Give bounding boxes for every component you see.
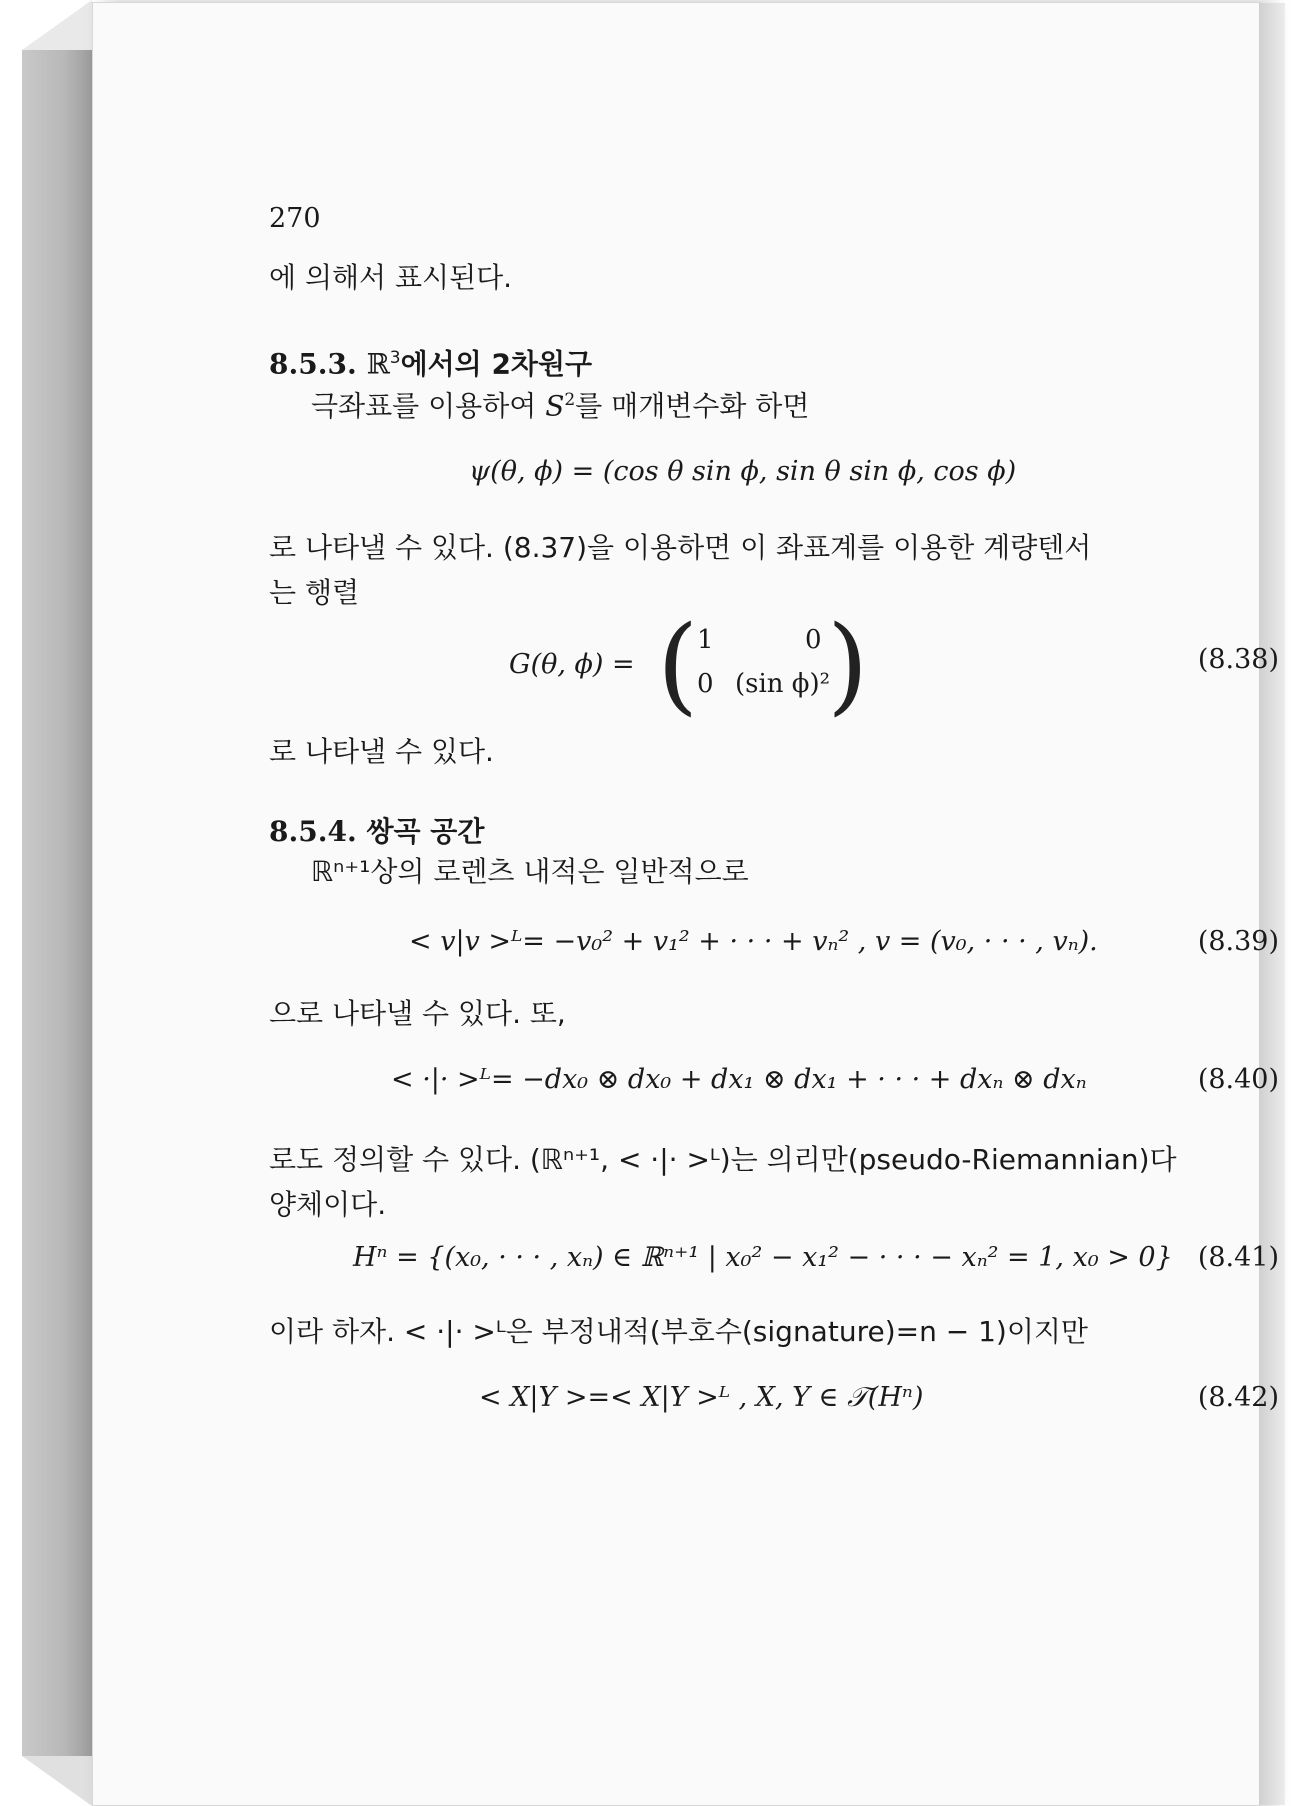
intro-text: 에 의해서 표시된다.: [269, 261, 513, 294]
paragraph-lorentz: ℝⁿ⁺¹상의 로렌츠 내적은 일반적으로: [311, 855, 749, 888]
paragraph-pseudo-riemann-line1: 로도 정의할 수 있다. (ℝⁿ⁺¹, < ·|· >ᴸ)는 의리만(pseudo-Riemannian)다: [269, 1143, 1177, 1176]
book-page: [92, 2, 1279, 1806]
page-spine-shade: [1259, 3, 1285, 1805]
equation-841: Hⁿ = {(x₀, · · · , xₙ) ∈ ℝⁿ⁺¹ | x₀² − x₁² − · · · − xₙ² = 1, x₀ > 0}: [353, 1242, 1173, 1273]
equation-number-840: (8.40): [1197, 1064, 1279, 1095]
heading-symbol-r: ℝ: [366, 347, 390, 381]
heading-text: 에서의 2차원구: [400, 347, 593, 381]
equation-psi: ψ(θ, ϕ) = (cos θ sin ϕ, sin θ sin ϕ, cos ϕ): [469, 456, 1017, 487]
equation-840: < ·|· >ᴸ= −dx₀ ⊗ dx₀ + dx₁ ⊗ dx₁ + · · · + dxₙ ⊗ dxₙ: [391, 1064, 1087, 1095]
paragraph-also: 으로 나타낼 수 있다. 또,: [269, 997, 566, 1030]
book-side-edge: [22, 0, 92, 1806]
matrix-cell-22: (sin ϕ)²: [735, 669, 831, 699]
equation-number-841: (8.41): [1197, 1242, 1279, 1273]
equation-number-839: (8.39): [1197, 926, 1279, 957]
heading-number: 8.5.4.: [269, 815, 357, 848]
matrix-cell-12: 0: [805, 625, 822, 655]
para-superscript: 2: [564, 390, 576, 410]
matrix-cell-11: 1: [697, 625, 714, 655]
para-text-a: 극좌표를 이용하여: [311, 389, 546, 423]
heading-text: 쌍곡 공간: [366, 815, 485, 848]
paragraph-pseudo-riemann-line2: 양체이다.: [269, 1188, 387, 1221]
book-side-top-bevel: [22, 0, 92, 50]
heading-number: 8.5.3.: [269, 347, 357, 381]
paragraph-metric-line1: 로 나타낼 수 있다. (8.37)을 이용하면 이 좌표계를 이용한 계량텐서: [269, 531, 1092, 564]
page-number: 270: [269, 203, 321, 234]
matrix-lhs: G(θ, ϕ) =: [509, 649, 635, 680]
right-paren: ): [827, 603, 869, 726]
matrix-cell-21: 0: [697, 669, 714, 699]
paragraph-result-853: 로 나타낼 수 있다.: [269, 735, 494, 768]
paragraph-indefinite: 이라 하자. < ·|· >ᴸ은 부정내적(부호수(signature)=n − 1)이지만: [269, 1315, 1088, 1348]
paragraph-metric-line2: 는 행렬: [269, 576, 360, 609]
section-heading-854: [269, 815, 484, 849]
equation-matrix-g: [509, 603, 929, 726]
book-side-bottom-bevel: [22, 1756, 92, 1806]
left-paren: (: [657, 603, 699, 726]
para-symbol-s: S: [545, 389, 565, 423]
equation-number-838: (8.38): [1197, 644, 1279, 675]
equation-842: < X|Y >=< X|Y >ᴸ , X, Y ∈ 𝒯(Hⁿ): [479, 1382, 924, 1413]
section-heading-853: [269, 341, 592, 381]
equation-number-842: (8.42): [1197, 1382, 1279, 1413]
paragraph-polar-coords: [311, 383, 809, 423]
para-text-b: 를 매개변수화 하면: [575, 389, 810, 423]
equation-839: < v|v >ᴸ= −v₀² + v₁² + · · · + vₙ² , v = (v₀, · · · , vₙ).: [409, 926, 1098, 957]
heading-superscript: 3: [389, 348, 401, 368]
